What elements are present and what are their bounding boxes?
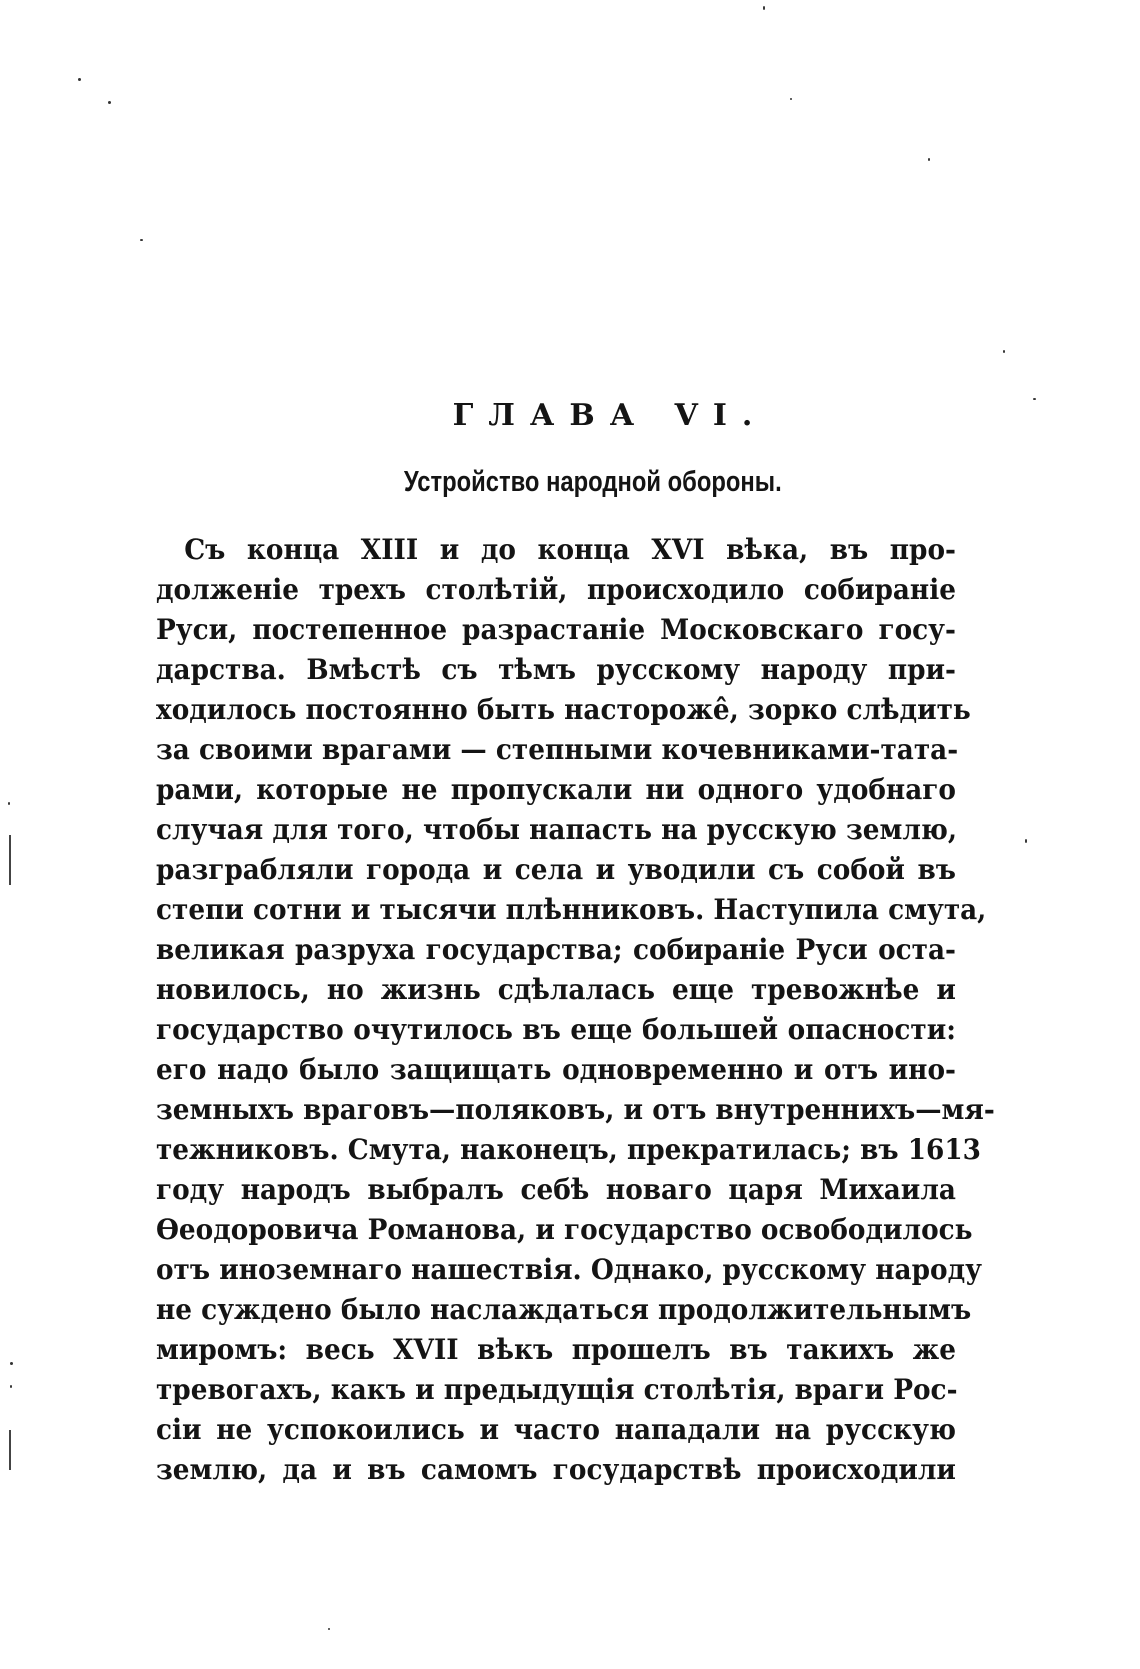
text-line: дарства. Вмѣстѣ съ тѣмъ русскому народу при-: [156, 653, 956, 686]
text-line: не суждено было наслаждаться продолжительнымъ: [156, 1293, 972, 1326]
text-line: новилось, но жизнь сдѣлалась еще тревожнѣе и: [156, 973, 956, 1006]
text-line: степи сотни и тысячи плѣнниковъ. Наступила смута,: [156, 893, 987, 926]
text-line: разграбляли города и села и уводили съ собой въ: [156, 853, 956, 886]
text-line: сіи не успокоились и часто нападали на русскую: [156, 1413, 956, 1446]
text-line: государство очутилось въ еще большей опасности:: [156, 1013, 956, 1046]
paragraph: [156, 530, 995, 1490]
text-line: Руси, постепенное разрастаніе Московскаго госу-: [156, 613, 956, 646]
text-line: его надо было защищать одновременно и отъ ино-: [156, 1053, 956, 1086]
text-line: ходилось постоянно быть настороже̂, зорко слѣдить: [156, 693, 971, 726]
text-line: тревогахъ, какъ и предыдущія столѣтія, враги Рос-: [156, 1373, 958, 1406]
margin-mark: [9, 1430, 11, 1470]
chapter-heading: ГЛАВА VI.: [452, 398, 768, 433]
text-line: рами, которые не пропускали ни одного удобнаго: [156, 773, 956, 806]
text-line: случая для того, чтобы напасть на русскую землю,: [156, 813, 958, 846]
margin-mark: [9, 835, 11, 885]
text-line: за своими врагами — степными кочевниками-тата-: [156, 733, 959, 766]
text-line: тежниковъ. Смута, наконецъ, прекратилась; въ 1613: [156, 1133, 981, 1166]
text-line: великая разруха государства; собираніе Руси оста-: [156, 933, 956, 966]
text-line: земныхъ враговъ—поляковъ, и отъ внутреннихъ—мя-: [156, 1093, 995, 1126]
chapter-title: Устройство народной обороны.: [403, 466, 782, 498]
text-line: миромъ: весь XVII вѣкъ прошелъ въ такихъ же: [156, 1333, 956, 1366]
text-line: году народъ выбралъ себѣ новаго царя Михаила: [156, 1173, 956, 1206]
text-line: Съ конца XIII и до конца XVI вѣка, въ про-: [184, 533, 956, 566]
text-line: Ѳеодоровича Романова, и государство освободилось: [156, 1213, 973, 1246]
text-line: землю, да и въ самомъ государствѣ происходили: [156, 1453, 956, 1486]
text-line: долженіе трехъ столѣтій, происходило собираніе: [156, 573, 956, 606]
text-line: отъ иноземнаго нашествія. Однако, русскому народу: [156, 1253, 982, 1286]
